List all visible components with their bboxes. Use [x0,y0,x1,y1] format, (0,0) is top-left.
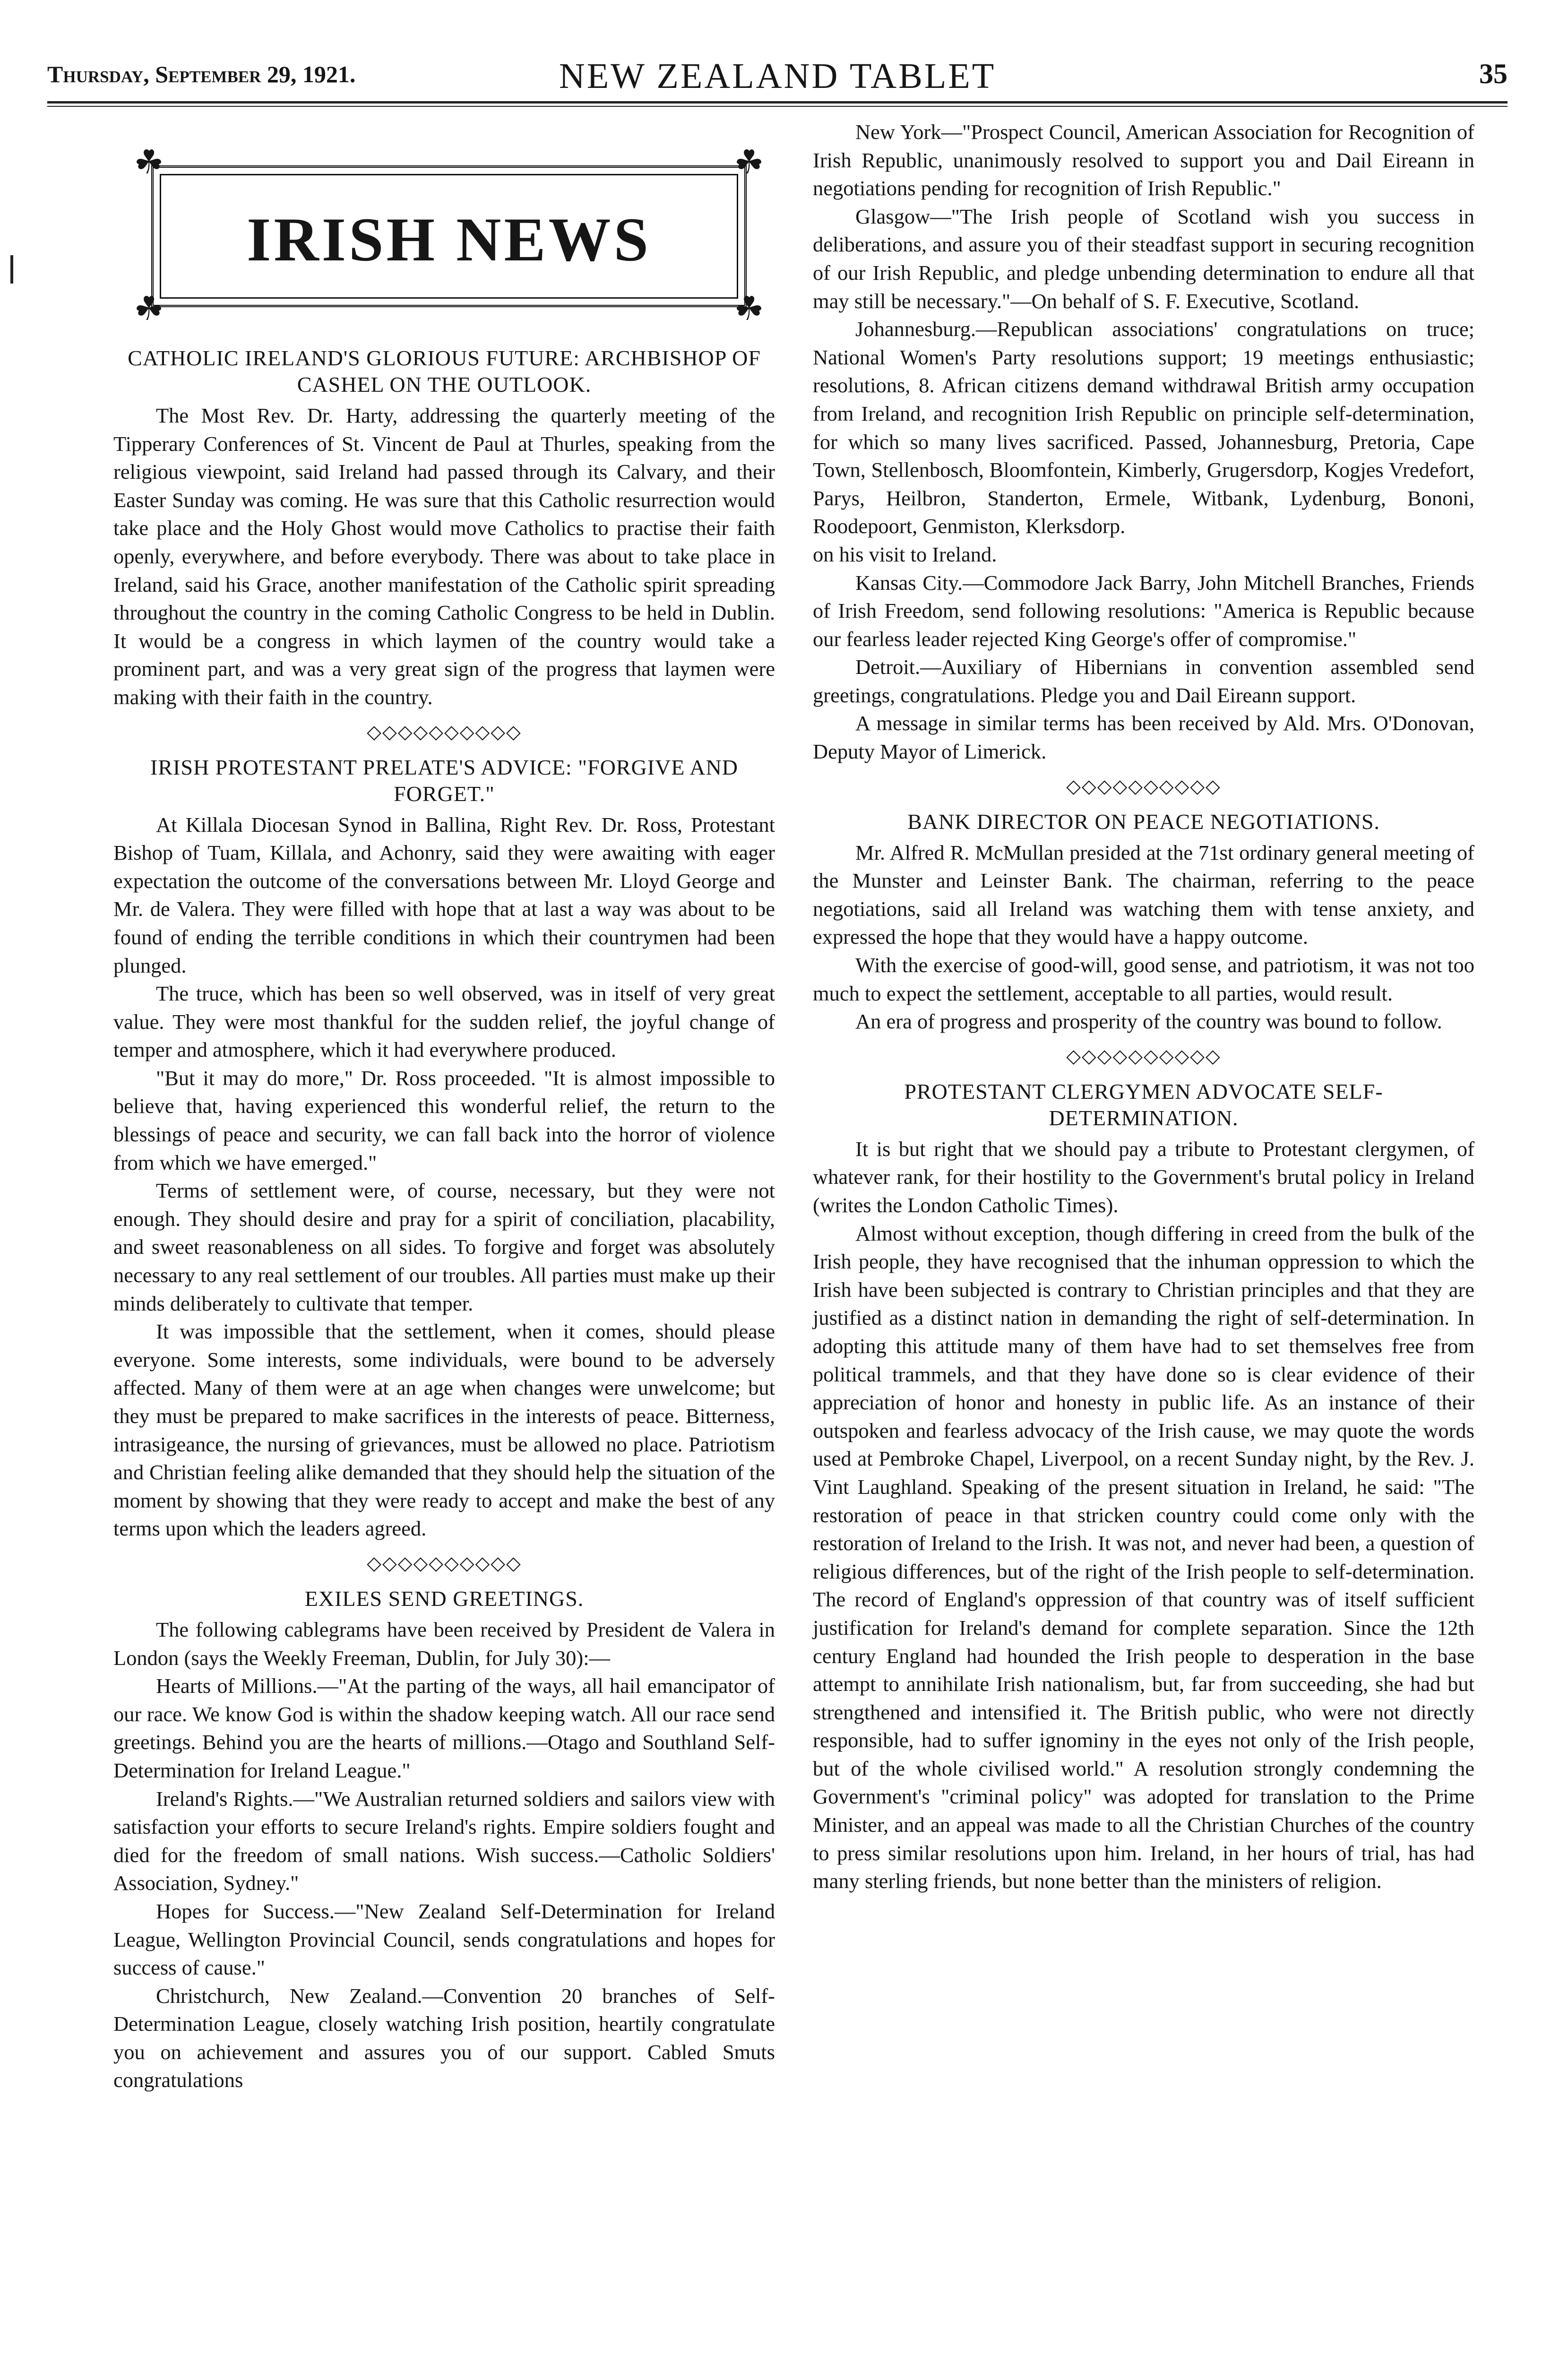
article-paragraph: Detroit.—Auxiliary of Hibernians in convention assembled send greetings, congratulations. Pledge you and Dail Eireann support. [813,655,1474,707]
shamrock-icon: ☘ [134,291,164,328]
article-paragraph: The Most Rev. Dr. Harty, addressing the quarterly meeting of the Tipperary Conferences of St. Vincent de Paul at Thurles, speaking from the religious viewpoint, said Ireland had passed through its Calvary, and their Easter Sunday was coming. He was sure that this Catholic resurrection would take place and the Holy Ghost would move Catholics to practise their faith openly, everywhere, and before everybody. There was about to take place in Ireland, said his Grace, another manifestation of the Catholic spirit spreading throughout the country in the coming Catholic Congress to be held in Dublin. It would be a congress in which laymen of the country would take a prominent part, and was a very great sign of the progress that laymen were making with their faith in the country. [113,404,775,709]
article-paragraph: Johannesburg.—Republican associations' congratulations on truce; National Women's Party resolutions support; 19 meetings enthusiastic; resolutions, 8. African citizens demand withdrawal British army occupation from Ireland, and recognition Irish Republic on principle self-determination, for which so many lives sacrificed. Passed, Johannesburg, Pretoria, Cape Town, Stellenbosch, Bloomfontein, Kimberly, Grugersdorp, Kogjes Vredefort, Parys, Heilbron, Standerton, Ermele, Witbank, Lydenburg, Bononi, Roodepoort, Genmiston, Klerksdorp. [813,317,1474,538]
section-divider: ◇◇◇◇◇◇◇◇◇◇ [367,721,522,742]
article-paragraph: It is but right that we should pay a tribute to Protestant clergymen, of whatever rank, for their hostility to the Government's brutal policy in Ireland (writes the London Catholic Times). [813,1137,1474,1217]
article-protestant-clergymen [813,1078,1474,1896]
article-headline: PROTESTANT CLERGYMEN ADVOCATE SELF-DETERMINATION. [904,1079,1383,1130]
article-headline: EXILES SEND GREETINGS. [304,1586,584,1611]
page-header [47,56,1508,98]
article-paragraph: New York—"Prospect Council, American Association for Recognition of Irish Republic, unanimously resolved to support you and Dail Eireann in negotiations pending for recognition of Irish Republic." [813,120,1474,200]
article-paragraph: Mr. Alfred R. McMullan presided at the 71st ordinary general meeting of the Munster and Leinster Bank. The chairman, referring to the peace negotiations, said all Ireland was watching them with tense anxiety, and expressed the hope that they would have a happy outcome. [813,840,1474,949]
article-paragraph: At Killala Diocesan Synod in Ballina, Right Rev. Dr. Ross, Protestant Bishop of Tuam, Killala, and Achonry, said they were awaiting with eager expectation the outcome of the conversations between Mr. Lloyd George and Mr. de Valera. They were filled with hope that at last a way was about to be found of ending the terrible conditions in which their countrymen had been plunged. [113,812,775,977]
article-headline: BANK DIRECTOR ON PEACE NEGOTIATIONS. [907,809,1380,834]
article-paragraph: on his visit to Ireland. [813,542,997,566]
article-headline: IRISH PROTESTANT PRELATE'S ADVICE: "FORGIVE AND FORGET." [150,755,738,806]
article-paragraph: With the exercise of good-will, good sense, and patriotism, it was not too much to expect the settlement, acceptable to all parties, would result. [813,953,1474,1005]
article-paragraph: The truce, which has been so well observed, was in itself of very great value. They were most thankful for the sudden relief, the joyful change of temper and atmosphere, which it had everywhere produced. [113,982,775,1062]
article-catholic-ireland [113,345,775,712]
section-divider: ◇◇◇◇◇◇◇◇◇◇ [367,1552,522,1574]
header-rule [47,101,1508,103]
section-divider: ◇◇◇◇◇◇◇◇◇◇ [1066,775,1221,797]
margin-mark [10,255,13,284]
page-number: 35 [1479,58,1508,89]
shamrock-icon: ☘ [734,291,764,328]
irish-news-banner [132,147,766,326]
shamrock-icon: ☘ [134,145,164,181]
article-paragraph: An era of progress and prosperity of the country was bound to follow. [855,1009,1442,1034]
article-paragraph: Terms of settlement were, of course, necessary, but they were not enough. They should desire and pray for a spirit of conciliation, placability, and sweet reasonableness on all sides. To forgive and forget was absolutely necessary to any real settlement of our troubles. All parties must make up their minds deliberately to cultivate that temper. [113,1179,775,1315]
article-paragraph: The following cablegrams have been received by President de Valera in London (says the Weekly Freeman, Dublin, for July 30):— [113,1617,775,1670]
right-column [813,118,1474,1896]
article-exiles-greetings [113,1586,775,2095]
section-divider: ◇◇◇◇◇◇◇◇◇◇ [1066,1045,1221,1067]
banner-title: IRISH NEWS [247,205,651,274]
article-bank-director [813,809,1474,1036]
article-paragraph: Hopes for Success.—"New Zealand Self-Determination for Ireland League, Wellington Provincial Council, sends congratulations and hopes for success of cause." [113,1899,775,1980]
issue-date: Thursday, September 29, 1921. [47,61,356,87]
left-column [113,118,775,2095]
article-paragraph: Christchurch, New Zealand.—Convention 20 branches of Self-Determination League, closely watching Irish position, heartily congratulate you on achievement and assures you of our support. Cabled Smuts congratulations [113,1984,775,2092]
article-paragraph: Almost without exception, though differing in creed from the bulk of the Irish people, they have recognised that the inhuman oppression to which the Irish have been subjected is contrary to Christian principles and that they are justified as a distinct nation in demanding the right of self-determination. In adopting this attitude many of them have had to set themselves free from political trammels, and that they have done so is clear evidence of their appreciation of honor and honesty in public life. As an instance of their outspoken and fearless advocacy of the Irish cause, we may quote the words used at Pembroke Chapel, Liverpool, on a recent Sunday night, by the Rev. J. Vint Laughland. Speaking of the present situation in Ireland, he said: "The restoration of peace in that stricken country could come only with the restoration of Ireland to the Irish. It was not, and never had been, a question of religious differences, but of the right of the Irish people to self-determination. The record of England's oppression of that country was of itself sufficient justification for Ireland's demand for complete separation. Since the 12th century England had hounded the Irish people to desperation in the base attempt to annihilate Irish nationalism, but, far from succeeding, she had but strengthened and intensified it. The British public, who were not directly responsible, had to suffer ignominy in the eyes not only of the Irish people, but of the whole civilised world." A resolution strongly condemning the Government's "criminal policy" was adopted for translation to the Prime Minister, and an appeal was made to all the Christian Churches of the country to press similar resolutions upon him. Ireland, in her hours of trial, has had many sterling friends, but none better than the ministers of religion. [813,1221,1474,1893]
article-paragraph: Ireland's Rights.—"We Australian returned soldiers and sailors view with satisfaction your efforts to secure Ireland's rights. Empire soldiers fought and died for the freedom of small nations. Wish success.—Catholic Soldiers' Association, Sydney." [113,1786,775,1895]
article-headline: CATHOLIC IRELAND'S GLORIOUS FUTURE: ARCHBISHOP OF CASHEL ON THE OUTLOOK. [128,346,761,397]
article-paragraph: It was impossible that the settlement, when it comes, should please everyone. Some interests, some individuals, were bound to be adversely affected. Many of them were at an age when changes were unwelcome; but they must be prepared to make sacrifices in the interests of peace. Bitterness, intrasigeance, the nursing of grievances, must be allowed no place. Patriotism and Christian feeling alike demanded that they should help the situation of the moment by showing that they were ready to accept and make the best of any terms upon which the leaders agreed. [113,1319,775,1541]
article-paragraph: Kansas City.—Commodore Jack Barry, John Mitchell Branches, Friends of Irish Freedom, send following resolutions: "America is Republic because our fearless leader rejected King George's offer of compromise." [813,570,1474,651]
article-protestant-prelate [113,754,775,1543]
article-paragraph: "But it may do more," Dr. Ross proceeded. "It is almost impossible to believe that, having experienced this wonderful relief, the return to the blessings of peace and security, we can fall back into the horror of violence from which we have emerged." [113,1066,775,1174]
header-rule-thin [47,106,1508,107]
masthead-title: NEW ZEALAND TABLET [559,56,996,96]
article-paragraph: A message in similar terms has been received by Ald. Mrs. O'Donovan, Deputy Mayor of Limerick. [813,711,1474,764]
article-paragraph: Hearts of Millions.—"At the parting of the ways, all hail emancipator of our race. We know God is within the shadow keeping watch. All our race send greetings. Behind you are the hearts of millions.—Otago and Southland Self-Determination for Ireland League." [113,1674,775,1782]
shamrock-icon: ☘ [734,145,764,181]
article-paragraph: Glasgow—"The Irish people of Scotland wish you success in deliberations, and assure you of their steadfast support in securing recognition of our Irish Republic, and pledge unbending determination to endure all that may still be necessary."—On behalf of S. F. Executive, Scotland. [813,204,1474,313]
